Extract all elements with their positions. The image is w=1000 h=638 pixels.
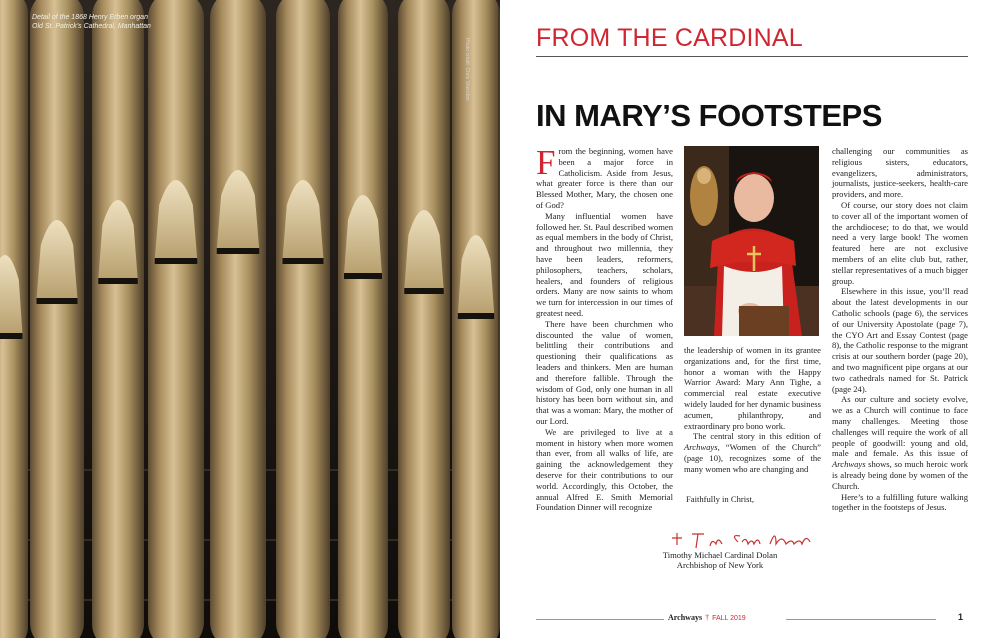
pipe-slot bbox=[217, 248, 260, 254]
footer-publication: Archways bbox=[668, 613, 703, 622]
pipe-slot bbox=[282, 258, 323, 264]
drop-cap: F bbox=[536, 143, 556, 182]
pipe-slot bbox=[155, 258, 198, 264]
signature-wrapper bbox=[570, 504, 870, 540]
text-column-2 bbox=[684, 345, 821, 475]
organ-pipe bbox=[338, 0, 388, 638]
text-column-3 bbox=[832, 146, 968, 513]
organ-pipe bbox=[276, 0, 330, 638]
pipe-slot bbox=[344, 273, 382, 279]
signature-block bbox=[570, 494, 870, 570]
paragraph: The central story in this edition of Archways, “Women of the Church” (page 10), recognizes some of the many women who are changing and bbox=[684, 431, 821, 474]
photo-caption-line2: Old St. Patrick’s Cathedral, Manhattan bbox=[32, 23, 151, 30]
publication-name: Archways bbox=[832, 459, 866, 470]
pipe-slot bbox=[458, 313, 494, 319]
paragraph: the leadership of women in its grantee organizations and, for the first time, honor a woman with the Happy Warrior Award: Mary Ann Tighe, a commercial real estate executive widely lauded for her dynamic business acumen, philanthropy, and extraordinary pro bono work. bbox=[684, 345, 821, 431]
pipe-slot bbox=[0, 333, 22, 339]
article-title: IN MARY’S FOOTSTEPS bbox=[536, 98, 882, 133]
organ-pipe bbox=[398, 0, 450, 638]
paragraph: Elsewhere in this issue, you’ll read about the latest developments in our Catholic schools (page 6), the services of our University Apostolate (page 7), the CYO Art and Essay Contest (page 8), the Catholic response to the migrant crisis at our southern border (page 20), and two magnificent pipe organs at our two cathedrals named for St. Patrick (page 24). bbox=[832, 286, 968, 394]
photo-caption bbox=[32, 13, 192, 31]
pipe-slot bbox=[98, 278, 138, 284]
footer-rule-right bbox=[786, 619, 936, 620]
heading-rule bbox=[536, 56, 968, 57]
photo-credit: Photo credit: Chris Sheridan bbox=[464, 38, 470, 101]
section-heading: FROM THE CARDINAL bbox=[536, 24, 803, 52]
organ-pipe bbox=[92, 0, 144, 638]
organ-pipe bbox=[30, 0, 84, 638]
text-column-1 bbox=[536, 143, 673, 513]
paragraph: From the beginning, women have been a major force in Catholicism. Aside from Jesus, what greater force is there than our Blessed Mother, Mary, the chosen one of God? bbox=[536, 143, 673, 210]
handwritten-signature bbox=[570, 520, 870, 556]
organ-pipe bbox=[148, 0, 204, 638]
cross-icon: † bbox=[705, 613, 710, 622]
signatory-title: Archbishop of New York bbox=[676, 560, 764, 570]
paragraph: As our culture and society evolve, we as a Church will continue to face many challenges. Meeting those challenges will require the work of all people of goodwill: young and old, male and female. As this issue of Archways shows, so much heroic work is already being done by women of the Church. bbox=[832, 394, 968, 491]
page-footer bbox=[668, 613, 746, 622]
paragraph: Here’s to a fulfilling future walking together in the footsteps of Jesus. bbox=[832, 491, 968, 513]
paragraph: We are privileged to live at a moment in history when more women than ever, from all walks of life, are gaining the acknowledgement they deserve for their contributions to our world. Accordingly, this October, the annual Alfred E. Smith Memorial Foundation Dinner will recognize bbox=[536, 426, 673, 513]
signatory-name: Timothy Michael Cardinal Dolan bbox=[662, 550, 778, 560]
publication-name: Archways bbox=[684, 442, 718, 453]
organ-pipe bbox=[210, 0, 266, 638]
paragraph: There have been churchmen who discounted the value of women, belittling their contributions and questioning their qualifications as leaders and thinkers. Men are human and therefore fallible. Through the wisdom of God, only one human in all history has been born without sin, and that was a woman: Mary, the mother of our Lord. bbox=[536, 318, 673, 426]
page-number: 1 bbox=[958, 612, 964, 622]
paragraph: Many influential women have followed her. St. Paul described women as equal members in the body of Christ, and throughout two millennia, they have been leaders, reformers, philosophers, teachers, scholars, healers, and founders of religious orders. Many are now saints to whom we turn for intercession in our times of greatest need. bbox=[536, 210, 673, 318]
photo-caption-line1: Detail of the 1868 Henry Erben organ bbox=[32, 14, 148, 21]
closing-line: Faithfully in Christ, bbox=[685, 494, 755, 504]
cardinal-portrait bbox=[684, 146, 819, 336]
pipe-slot bbox=[36, 298, 77, 304]
paragraph: challenging our communities as religious sisters, educators, evangelizers, administrators, journalists, justice-seekers, health-care providers, and more. bbox=[832, 146, 968, 200]
pipe-slot bbox=[404, 288, 444, 294]
paragraph: Of course, our story does not claim to cover all of the important women of the archdiocese; to do that, we would need a very large book! The women featured here are not exclusive members of an elite club but, rather, stellar representatives of a much bigger group. bbox=[832, 199, 968, 286]
footer-rule-left bbox=[536, 619, 664, 620]
footer-season: FALL 2019 bbox=[712, 615, 746, 622]
